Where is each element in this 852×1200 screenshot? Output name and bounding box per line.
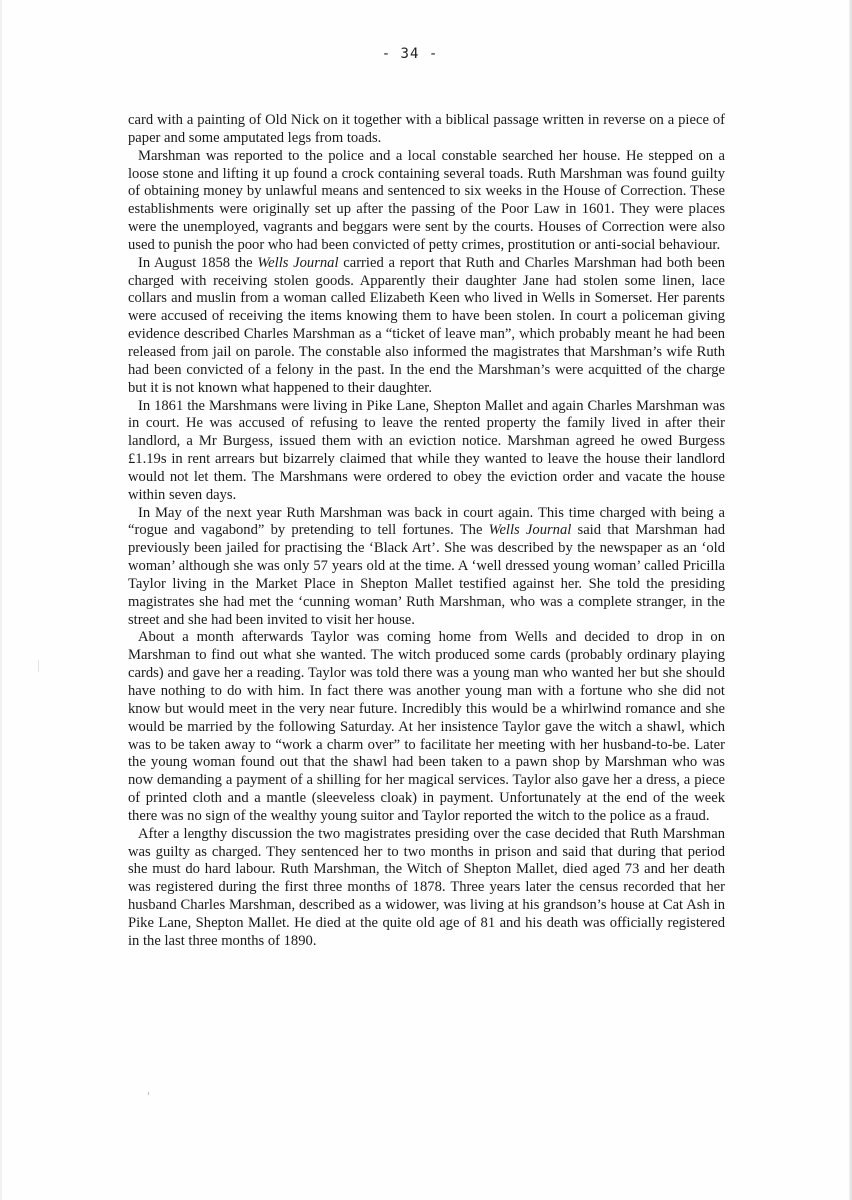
paragraph-3-before: In August 1858 the <box>138 254 258 271</box>
paragraph-3-after: carried a report that Ruth and Charles Marshman had both been charged with receiving stolen goods. Apparently their daughter Jane had stolen some linen, lace collars and muslin from a woman called Elizabeth Keen who lived in Wells in Somerset. Her parents were accused of receiving the items knowing them to have been stolen. In court a policeman giving evidence described Charles Marshman as a “ticket of leave man”, which probably meant he had been released from jail on parole. The constable also informed the magistrates that Marshman’s wife Ruth had been convicted of a felony in the past. In the end the Marshman’s were acquitted of the charge but it is not known what happened to their daughter. <box>128 254 725 396</box>
paragraph-1: card with a painting of Old Nick on it together with a biblical passage written in reverse on a piece of paper and some amputated legs from toads. <box>128 112 725 146</box>
body-text <box>128 112 725 951</box>
paragraph-2: Marshman was reported to the police and a local constable searched her house. He stepped on a loose stone and lifting it up found a crock containing several toads. Ruth Marshman was found guilty of obtaining money by unlawful means and sentenced to six weeks in the House of Correction. These establishments were originally set up after the passing of the Poor Law in 1601. They were places were the unemployed, vagrants and beggars were sent by the courts. Houses of Correction were also used to punish the poor who had been convicted of petty crimes, prostitution or anti-social behaviour. <box>128 147 725 253</box>
paragraph-7: After a lengthy discussion the two magistrates presiding over the case decided that Ruth Marshman was guilty as charged. They sentenced her to two months in prison and said that during that period she must do hard labour. Ruth Marshman, the Witch of Shepton Mallet, died aged 73 and her death was registered during the first three months of 1878. Three years later the census recorded that her husband Charles Marshman, described as a widower, was living at his grandson’s house at Cat Ash in Pike Lane, Shepton Mallet. He died at the quite old age of 81 and his death was officially registered in the last three months of 1890. <box>128 825 725 949</box>
paragraph-4: In 1861 the Marshmans were living in Pike Lane, Shepton Mallet and again Charles Marshman was in court. He was accused of refusing to leave the rented property the family lived in after their landlord, a Mr Burgess, issued them with an eviction notice. Marshman agreed he owed Burgess £1.19s in rent arrears but bizarrely claimed that while they wanted to leave the house their landlord would not let them. The Marshmans were ordered to obey the eviction order and vacate the house within seven days. <box>128 397 725 503</box>
page-number: - 34 - <box>381 46 439 62</box>
paragraph-5 <box>128 505 725 630</box>
newspaper-title: Wells Journal <box>488 522 572 539</box>
newspaper-title: Wells Journal <box>257 254 339 271</box>
paragraph-3 <box>128 255 725 398</box>
scan-speck <box>148 1092 149 1095</box>
scan-speck <box>38 660 39 672</box>
paragraph-5-before: In May of the next year Ruth Marshman was back in court again. This time charged with being a “rogue and vagabond” by pretending to tell fortunes. The <box>128 504 725 539</box>
page-left-edge <box>0 0 2 1200</box>
paragraph-6: About a month afterwards Taylor was coming home from Wells and decided to drop in on Marshman to find out what she wanted. The witch produced some cards (probably ordinary playing cards) and gave her a reading. Taylor was told there was a young man who wanted her but she should have nothing to do with him. In fact there was another young man with a fortune who she did not know but would meet in the very near future. Incredibly this would be a whirlwind romance and she would be married by the following Saturday. At her insistence Taylor gave the witch a shawl, which was to be taken away to “work a charm over” to facilitate her meeting with her husband-to-be. Later the young woman found out that the shawl had been taken to a pawn shop by Marshman who was now demanding a payment of a shilling for her magical services. Taylor also gave her a dress, a piece of printed cloth and a mantle (sleeveless cloak) in payment. Unfortunately at the end of the week there was no sign of the wealthy young suitor and Taylor reported the witch to the police as a fraud. <box>128 629 725 824</box>
paragraph-5-after: said that Marshman had previously been jailed for practising the ‘Black Art’. She was described by the newspaper as an ‘old woman’ although she was only 57 years old at the time. A ‘well dressed young woman’ called Pricilla Taylor living in the Market Place in Shepton Mallet testified against her. She told the presiding magistrates she had met the ‘cunning woman’ Ruth Marshman, who was a complete stranger, in the street and she had been invited to visit her house. <box>128 522 725 628</box>
